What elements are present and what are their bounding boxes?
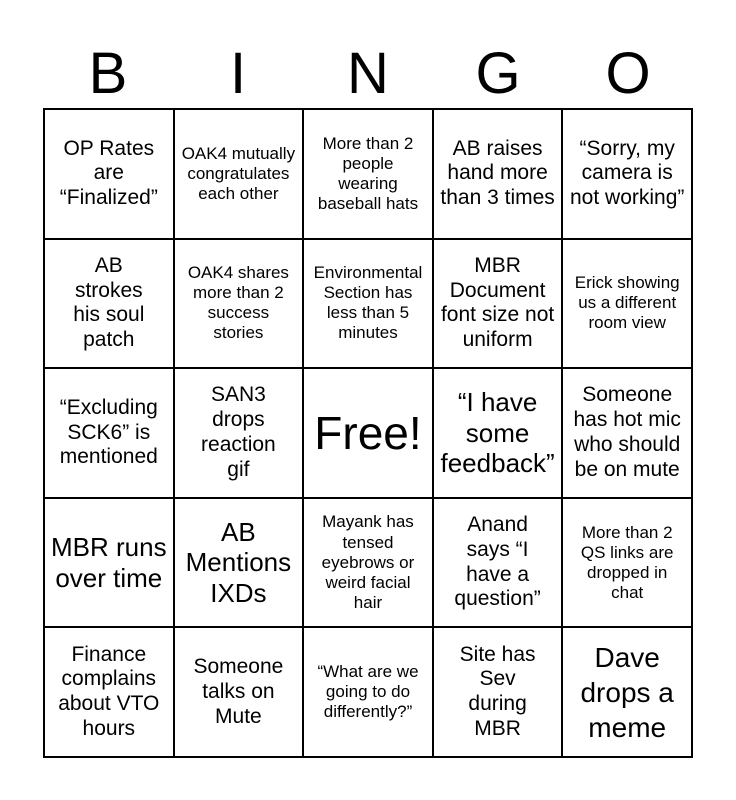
bingo-cell[interactable] [562, 109, 692, 239]
bingo-cell-text: AB raises hand more than 3 times [440, 136, 555, 210]
bingo-cell[interactable] [303, 498, 433, 628]
bingo-cell-text: Someone talks on Mute [193, 655, 284, 728]
bingo-cell-text: Site has Sev during MBR [459, 642, 536, 740]
bingo-cell-text: OP Rates are “Finalized” [59, 136, 158, 210]
bingo-cell[interactable] [303, 627, 433, 757]
bingo-cell[interactable] [174, 368, 304, 498]
bingo-cell[interactable] [562, 239, 692, 369]
bingo-cell-text: “Sorry, my camera is not working” [570, 136, 685, 210]
bingo-cell free-space[interactable] [303, 368, 433, 498]
bingo-cell[interactable] [174, 498, 304, 628]
header-letter-n: N [347, 41, 389, 106]
header-letter-g: G [475, 41, 521, 106]
bingo-cell-text: Dave drops a meme [580, 641, 674, 743]
header-letter-b: B [88, 41, 128, 106]
bingo-cell-text: OAK4 shares more than 2 success stories [187, 263, 289, 343]
header-letter-i: I [229, 41, 247, 106]
bingo-cell[interactable] [433, 239, 563, 369]
bingo-cell[interactable] [303, 109, 433, 239]
bingo-cell[interactable] [174, 109, 304, 239]
bingo-cell-text: Finance complains about VTO hours [58, 642, 160, 740]
bingo-cell-text: OAK4 mutually congratulates each other [181, 143, 296, 203]
bingo-cell-text: MBR runs over time [51, 531, 167, 593]
bingo-cell[interactable] [174, 627, 304, 757]
bingo-cell[interactable] [174, 239, 304, 369]
bingo-cell[interactable] [303, 239, 433, 369]
bingo-cell[interactable] [562, 498, 692, 628]
bingo-cell[interactable] [433, 368, 563, 498]
header-letter-o: O [605, 41, 651, 106]
bingo-cell-text: SAN3 drops reaction gif [201, 383, 276, 481]
free-space-text: Free! [314, 406, 422, 459]
bingo-cell[interactable] [562, 627, 692, 757]
bingo-card-grid [43, 108, 693, 758]
bingo-cell[interactable] [44, 498, 174, 628]
bingo-cell-text: AB strokes his soul patch [73, 253, 145, 352]
bingo-cell-text: “Excluding SCK6” is mentioned [59, 395, 158, 469]
bingo-cell[interactable] [433, 109, 563, 239]
bingo-cell[interactable] [433, 627, 563, 757]
bingo-cell[interactable] [44, 109, 174, 239]
bingo-cell-text: More than 2 people wearing baseball hats [317, 133, 419, 213]
bingo-cell-text: Erick showing us a different room view [574, 273, 680, 333]
bingo-cell-text: MBR Document font size not uniform [440, 253, 555, 352]
bingo-cell-text: Mayank has tensed eyebrows or weird facial hair [321, 512, 415, 612]
bingo-cell-text: AB Mentions IXDs [185, 516, 292, 608]
bingo-cell-text: More than 2 QS links are dropped in chat [580, 522, 674, 602]
bingo-cell-text: “I have some feedback” [440, 386, 555, 479]
bingo-cell-text: Anand says “I have a question” [454, 513, 541, 611]
bingo-cell-text: Environmental Section has less than 5 minutes [313, 263, 423, 343]
bingo-cell-text: Someone has hot mic who should be on mute [573, 383, 681, 481]
bingo-cell[interactable] [44, 239, 174, 369]
bingo-cell[interactable] [433, 498, 563, 628]
bingo-cell-text: “What are we going to do differently?” [317, 662, 419, 722]
bingo-cell[interactable] [44, 627, 174, 757]
bingo-header [43, 40, 693, 108]
bingo-cell[interactable] [562, 368, 692, 498]
bingo-cell[interactable] [44, 368, 174, 498]
